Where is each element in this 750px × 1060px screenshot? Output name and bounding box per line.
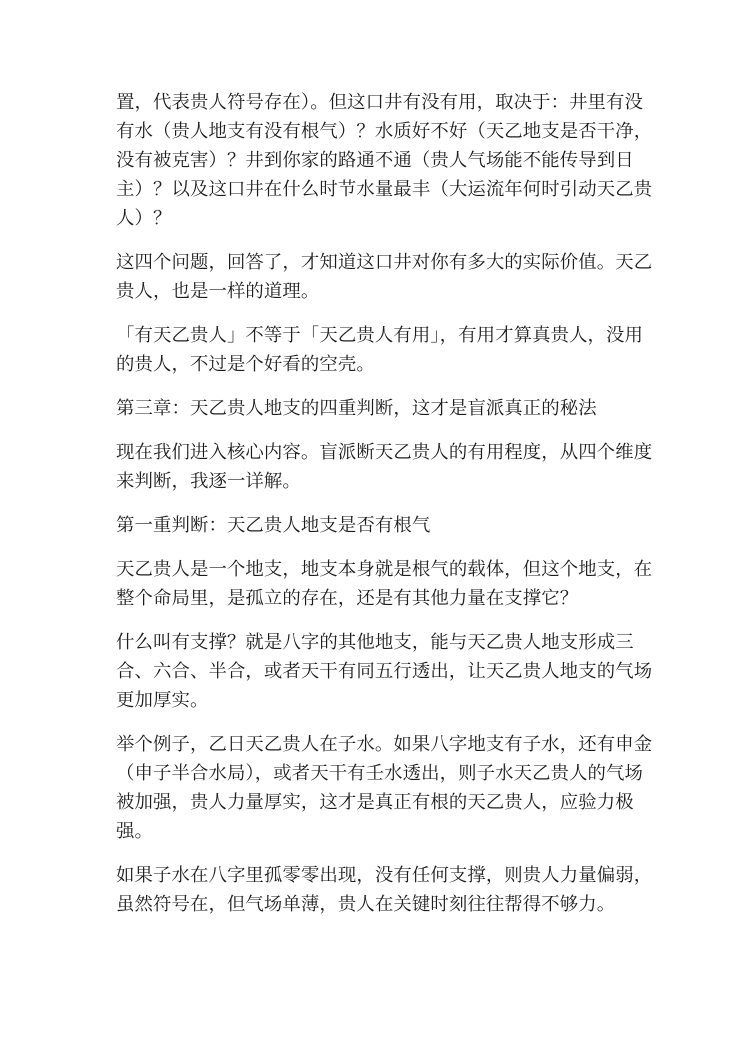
paragraph-p2 xyxy=(116,248,653,306)
text-line: 更加厚实。 xyxy=(116,690,209,711)
text-line: 的贵人，不过是个好看的空壳。 xyxy=(116,354,375,375)
text-line: 什么叫有支撑？就是八字的其他地支，能与天乙贵人地支形成三 xyxy=(116,632,634,653)
text-line: 主）？以及这口井在什么时节水量最丰（大运流年何时引动天乙贵 xyxy=(116,179,653,200)
document-page xyxy=(116,88,653,934)
text-line: 强。 xyxy=(116,821,153,842)
text-line: 人）？ xyxy=(116,208,172,229)
paragraph-p3 xyxy=(116,321,644,379)
text-line: 举个例子，乙日天乙贵人在子水。如果八字地支有子水，还有申金 xyxy=(116,734,653,755)
text-line: 「有天乙贵人」不等于「天乙贵人有用」，有用才算真贵人，没用 xyxy=(116,325,644,346)
paragraph-p5 xyxy=(116,438,653,496)
paragraph-p1 xyxy=(116,88,653,233)
paragraph-p10 xyxy=(116,861,653,919)
chapter-heading xyxy=(116,394,636,423)
section-heading xyxy=(116,511,636,540)
text-line: 置，代表贵人符号存在）。但这口井有没有用，取决于：井里有没 xyxy=(116,92,644,113)
text-line: 有水（贵人地支有没有根气）？水质好不好（天乙地支是否干净， xyxy=(116,121,653,142)
text-line: （申子半合水局），或者天干有壬水透出，则子水天乙贵人的气场 xyxy=(116,763,644,784)
text-line: 第一重判断：天乙贵人地支是否有根气 xyxy=(116,515,431,536)
text-line: 虽然符号在，但气场单薄，贵人在关键时刻往往帮得不够力。 xyxy=(116,894,616,915)
text-line: 来判断，我逐一详解。 xyxy=(116,471,301,492)
text-line: 如果子水在八字里孤零零出现，没有任何支撑，则贵人力量偏弱， xyxy=(116,865,653,886)
text-line: 整个命局里，是孤立的存在，还是有其他力量在支撑它？ xyxy=(116,588,579,609)
text-line: 贵人，也是一样的道理。 xyxy=(116,281,320,302)
text-line: 第三章：天乙贵人地支的四重判断，这才是盲派真正的秘法 xyxy=(116,398,597,419)
text-line: 现在我们进入核心内容。盲派断天乙贵人的有用程度，从四个维度 xyxy=(116,442,653,463)
text-line: 被加强，贵人力量厚实，这才是真正有根的天乙贵人，应验力极 xyxy=(116,792,634,813)
paragraph-p8 xyxy=(116,628,653,715)
paragraph-p9 xyxy=(116,730,653,846)
text-line: 这四个问题，回答了，才知道这口井对你有多大的实际价值。天乙 xyxy=(116,252,653,273)
text-line: 没有被克害）？井到你家的路通不通（贵人气场能不能传导到日 xyxy=(116,150,634,171)
paragraph-p7 xyxy=(116,555,653,613)
text-line: 合、六合、半合，或者天干有同五行透出，让天乙贵人地支的气场 xyxy=(116,661,653,682)
text-line: 天乙贵人是一个地支，地支本身就是根气的载体，但这个地支，在 xyxy=(116,559,653,580)
